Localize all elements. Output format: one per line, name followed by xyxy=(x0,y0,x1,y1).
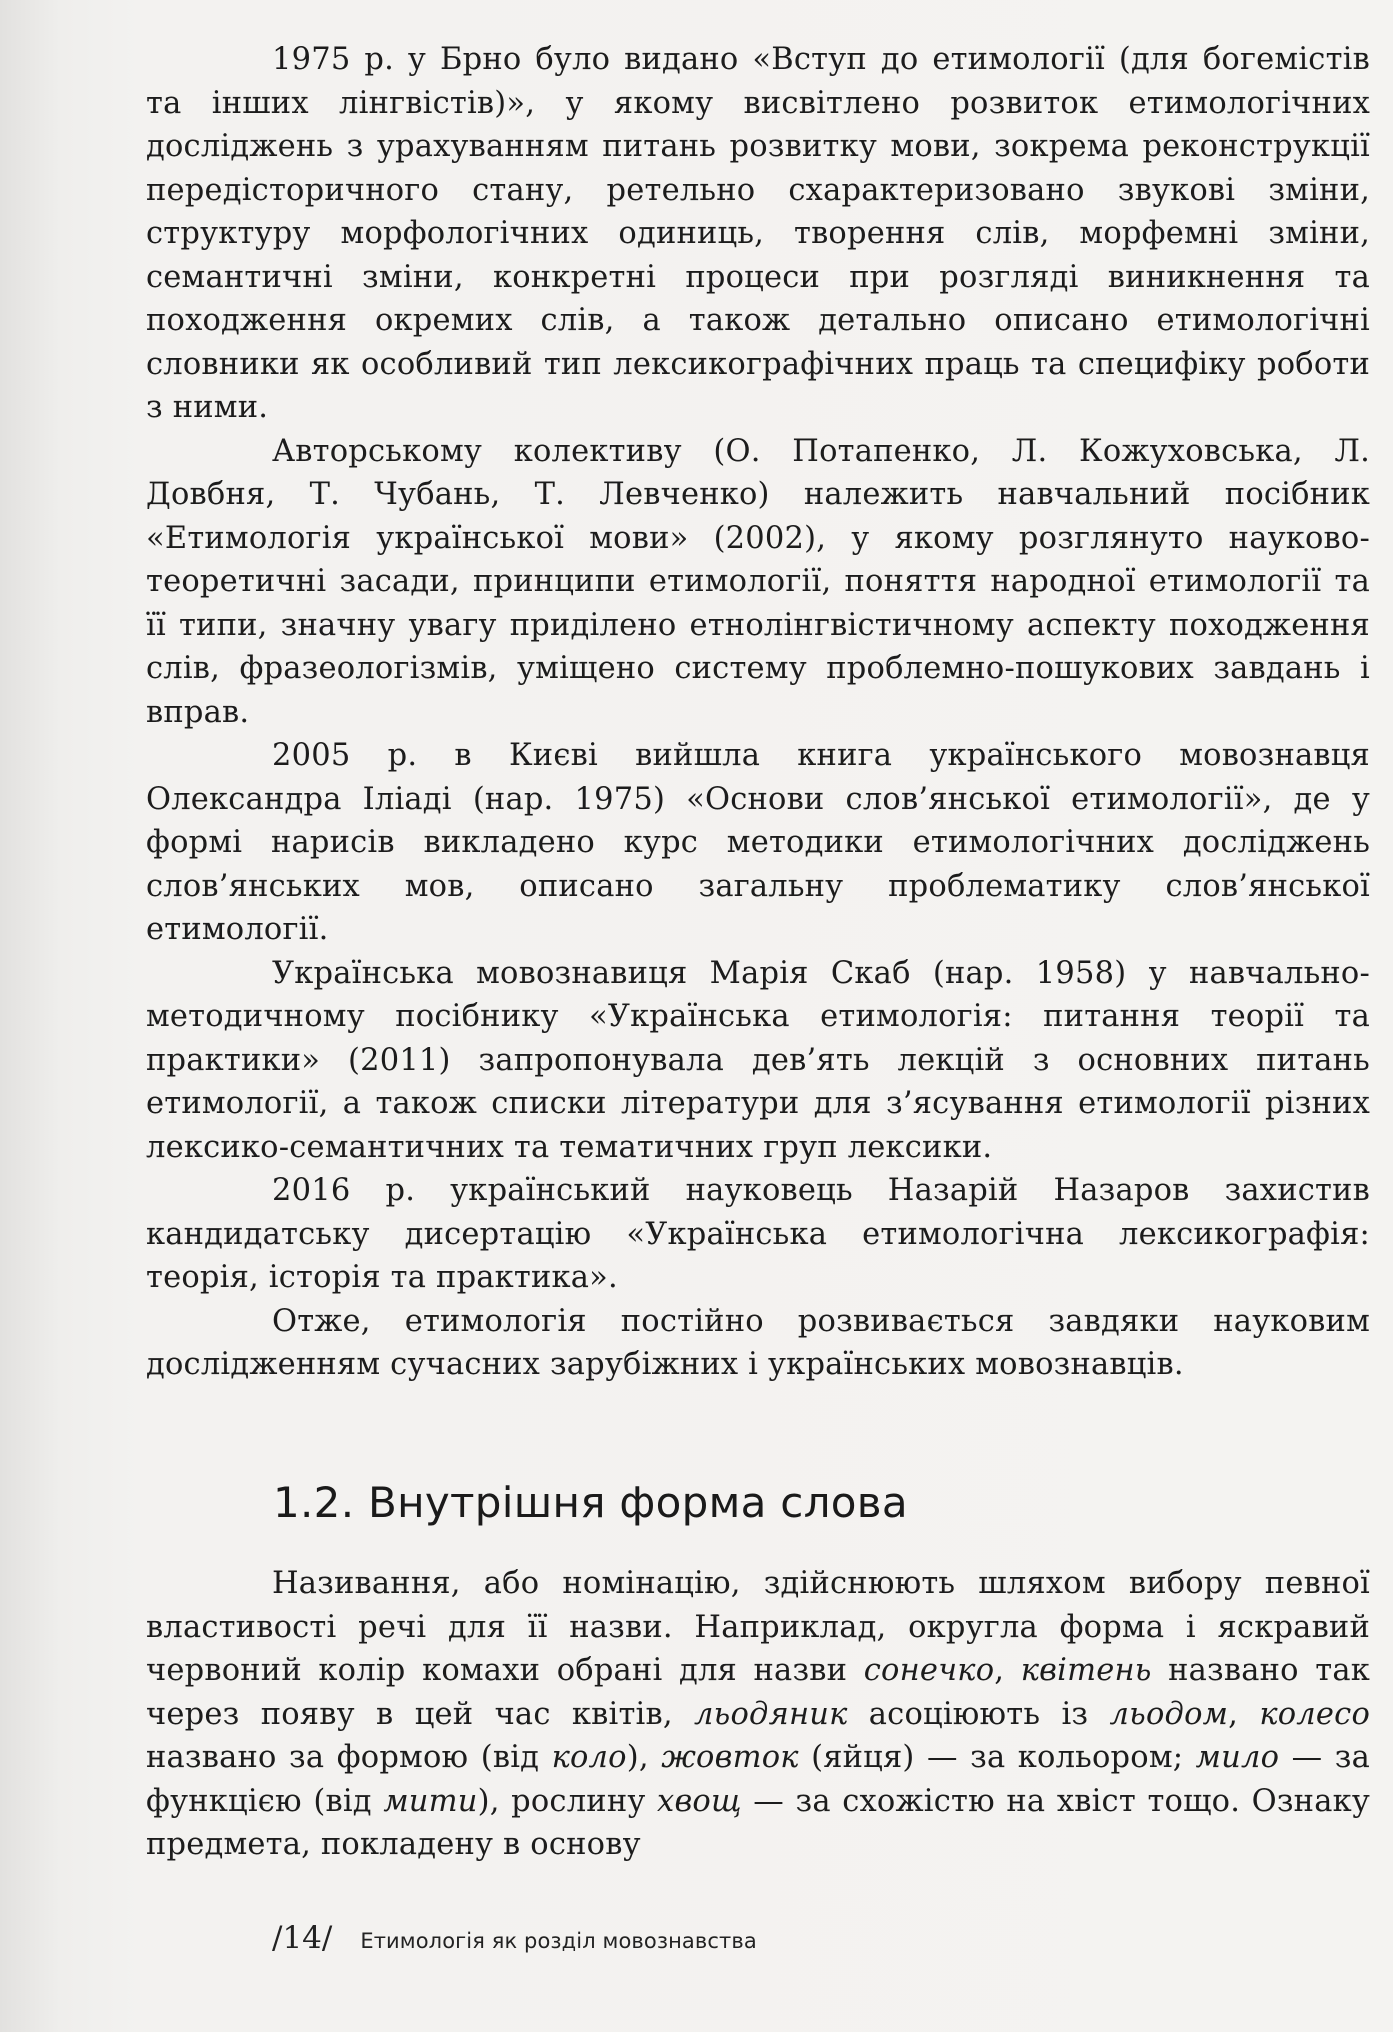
paragraph: 2016 р. український науковець Назарій Назаров захистив кандидатську дисертацію «Українська етимологічна лексикографія: теорія, історія та практика». xyxy=(146,1173,1370,1295)
italic-term: квітень xyxy=(1020,1653,1152,1688)
italic-term: мило xyxy=(1195,1740,1280,1775)
text-run: — за функцією (від xyxy=(146,1740,1370,1819)
body-text-top xyxy=(146,38,1370,1387)
text-run: — за схожістю на хвіст тощо. Ознаку предмета, покладену в основу xyxy=(146,1783,1370,1862)
text-run: (яйця) — за кольором; xyxy=(798,1740,1196,1775)
text-run: асоціюють із xyxy=(847,1696,1110,1732)
italic-term: колесо xyxy=(1259,1696,1371,1732)
running-title: Етимологія як розділ мовознавства xyxy=(360,1929,757,1953)
italic-term: коло xyxy=(551,1740,627,1775)
text-run: ), рослину xyxy=(477,1783,658,1819)
italic-term: сонечко xyxy=(863,1653,995,1688)
text-run: ), xyxy=(626,1740,662,1775)
paragraph xyxy=(146,1562,1370,1867)
text-run: , xyxy=(1228,1696,1260,1732)
paragraph: Авторському колективу (О. Потапенко, Л. Кожуховська, Л. Довбня, Т. Чубань, Т. Левченко) належить навчальний посібник «Етимологія української мови» (2002), у якому розглянуто науково-теоретичні засади, принципи етимології, поняття народної етимології та її типи, значну увагу приділено етнолінгвістичному аспекту походження слів, фразеологізмів, уміщено систему проблемно-пошукових завдань і вправ. xyxy=(146,433,1370,730)
page-footer xyxy=(272,1920,757,1956)
text-run: названо за формою (від xyxy=(146,1740,552,1775)
paragraph: Українська мовознавиця Марія Скаб (нар. 1958) у навчально-методичному посібнику «Українська етимологія: питання теорії та практики» (2011) запропонувала дев’ять лекцій з основних питань етимології, а також списки літератури для з’ясування етимології різних лексико-семантичних та тематичних груп лексики. xyxy=(146,955,1370,1165)
paragraph: Отже, етимологія постійно розвивається завдяки науковим дослідженням сучасних зарубіжних і українських мовознавців. xyxy=(146,1303,1370,1382)
page-number: /14/ xyxy=(272,1920,333,1956)
italic-term: льодом xyxy=(1109,1696,1229,1732)
paragraph: 1975 р. у Брно було видано «Вступ до етимології (для богемістів та інших лінгвістів)», у якому висвітлено розвиток етимологічних досліджень з урахуванням питань розвитку мови, зокрема реконструкції передісторичного стану, ретельно схарактеризовано звукові зміни, структуру морфологічних одиниць, творення слів, морфемні зміни, семантичні зміни, конкретні процеси при розгляді виникнення та походження окремих слів, а також детально описано етимологічні словники як особливий тип лексикографічних праць та специфіку роботи з ними. xyxy=(146,42,1370,425)
text-run: , xyxy=(994,1653,1021,1688)
text-run: названо так через появу в цей час квітів, xyxy=(146,1653,1371,1732)
italic-term: хвощ xyxy=(657,1783,742,1819)
body-text-bottom xyxy=(146,1562,1370,1867)
italic-term: льодяник xyxy=(694,1696,848,1732)
paragraph: 2005 р. в Києві вийшла книга українського мовознавця Олександра Іліаді (нар. 1975) «Основи слов’янської етимології», де у формі нарисів викладено курс методики етимологічних досліджень слов’янських мов, описано загальну проблематику слов’янської етимології. xyxy=(146,738,1370,947)
italic-term: мити xyxy=(383,1783,478,1819)
section-heading: 1.2. Внутрішня форма слова xyxy=(273,1478,908,1527)
italic-term: жовток xyxy=(661,1740,799,1775)
text-run: Називання, або номінацію, здійснюють шляхом вибору певної властивості речі для її назви. Наприклад, округла форма і яскравий червоний колір комахи обрані для назви xyxy=(146,1566,1370,1688)
